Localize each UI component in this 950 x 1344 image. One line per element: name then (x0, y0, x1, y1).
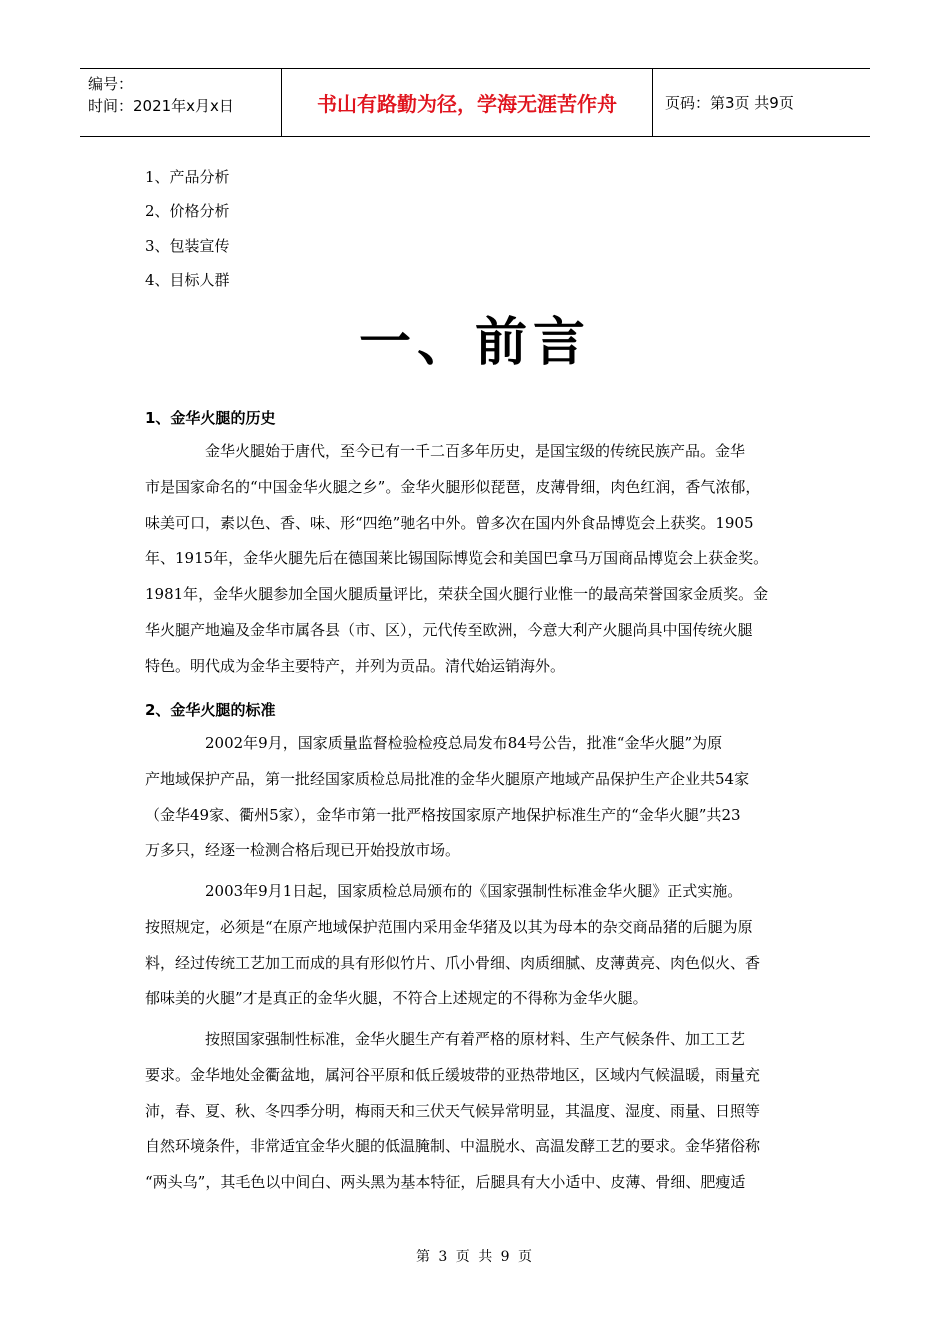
paragraph-line: 特色。明代成为金华主要特产，并列为贡品。清代始运销海外。 (145, 656, 566, 675)
standard-paragraph-3 (145, 1022, 815, 1201)
page-title: 一、前言 (358, 313, 591, 373)
standard-paragraph-1 (145, 726, 815, 869)
toc-item: 3、包装宣传 (145, 236, 230, 255)
paragraph-line: 2002年9月，国家质量监督检验检疫总局发布84号公告，批准“金华火腿”为原 (145, 734, 723, 752)
doc-number-label: 编号： (88, 75, 134, 93)
toc-item: 1、产品分析 (145, 168, 230, 186)
paragraph-line: 味美可口，素以色、香、味、形“四绝”驰名中外。曾多次在国内外食品博览会上获奖。1905 (145, 513, 754, 532)
header-table (80, 68, 870, 137)
standard-paragraph-2 (145, 874, 815, 1017)
paragraph-line: 沛，春、夏、秋、冬四季分明，梅雨天和三伏天气候异常明显，其温度、湿度、雨量、日照等 (145, 1101, 761, 1120)
header-page-info: 页码：第3页 共9页 (665, 94, 794, 112)
toc-item: 2、价格分析 (145, 202, 230, 221)
doc-time-label: 时间：2021年x月x日 (88, 97, 234, 115)
header-motto-cell (281, 69, 653, 136)
paragraph-line: 金华火腿始于唐代，至今已有一千二百多年历史，是国宝级的传统民族产品。金华 (145, 442, 746, 460)
paragraph-line: 要求。金华地处金衢盆地，属河谷平原和低丘缓坡带的亚热带地区，区域内气候温暖，雨量充 (145, 1065, 761, 1084)
paragraph-line: 华火腿产地遍及金华市属各县（市、区），元代传至欧洲，今意大利产火腿尚具中国传统火腿 (145, 620, 753, 639)
toc-list (145, 160, 230, 297)
header-meta (80, 69, 281, 136)
paragraph-line: （金华49家、衢州5家），金华市第一批严格按国家原产地保护标准生产的“金华火腿”共23 (145, 805, 741, 824)
history-paragraph (145, 434, 815, 685)
page-footer: 第 3 页 共 9 页 (415, 1249, 535, 1265)
toc-item: 4、目标人群 (145, 270, 230, 289)
section-heading-standard: 2、金华火腿的标准 (145, 701, 276, 719)
paragraph-line: 自然环境条件，非常适宜金华火腿的低温腌制、中温脱水、高温发酵工艺的要求。金华猪俗称 (145, 1137, 761, 1156)
paragraph-line: 产地域保护产品，第一批经国家质检总局批准的金华火腿原产地域产品保护生产企业共54家 (145, 769, 750, 788)
section-heading-history: 1、金华火腿的历史 (145, 409, 276, 427)
paragraph-line: 按照国家强制性标准，金华火腿生产有着严格的原材料、生产气候条件、加工工艺 (145, 1030, 746, 1048)
paragraph-line: 市是国家命名的“中国金华火腿之乡”。金华火腿形似琵琶，皮薄骨细，肉色红润，香气浓郁， (145, 477, 761, 496)
paragraph-line: 郁味美的火腿”才是真正的金华火腿，不符合上述规定的不得称为金华火腿。 (145, 989, 648, 1008)
paragraph-line: “两头乌”，其毛色以中间白、两头黑为基本特征，后腿具有大小适中、皮薄、骨细、肥瘦适 (145, 1173, 746, 1192)
paragraph-line: 1981年，金华火腿参加全国火腿质量评比，荣获全国火腿行业惟一的最高荣誉国家金质奖。金 (145, 585, 769, 604)
paragraph-line: 按照规定，必须是“在原产地域保护范围内采用金华猪及以其为母本的杂交商品猪的后腿为原 (145, 917, 753, 936)
paragraph-line: 万多只，经逐一检测合格后现已开始投放市场。 (145, 841, 461, 860)
paragraph-line: 2003年9月1日起，国家质检总局颁布的《国家强制性标准金华火腿》正式实施。 (145, 882, 743, 900)
paragraph-line: 年、1915年，金华火腿先后在德国莱比锡国际博览会和美国巴拿马万国商品博览会上获金奖。 (145, 549, 769, 568)
header-motto: 书山有路勤为径，学海无涯苦作舟 (317, 92, 617, 116)
paragraph-line: 料，经过传统工艺加工而成的具有形似竹片、爪小骨细、肉质细腻、皮薄黄亮、肉色似火、香 (145, 953, 761, 972)
